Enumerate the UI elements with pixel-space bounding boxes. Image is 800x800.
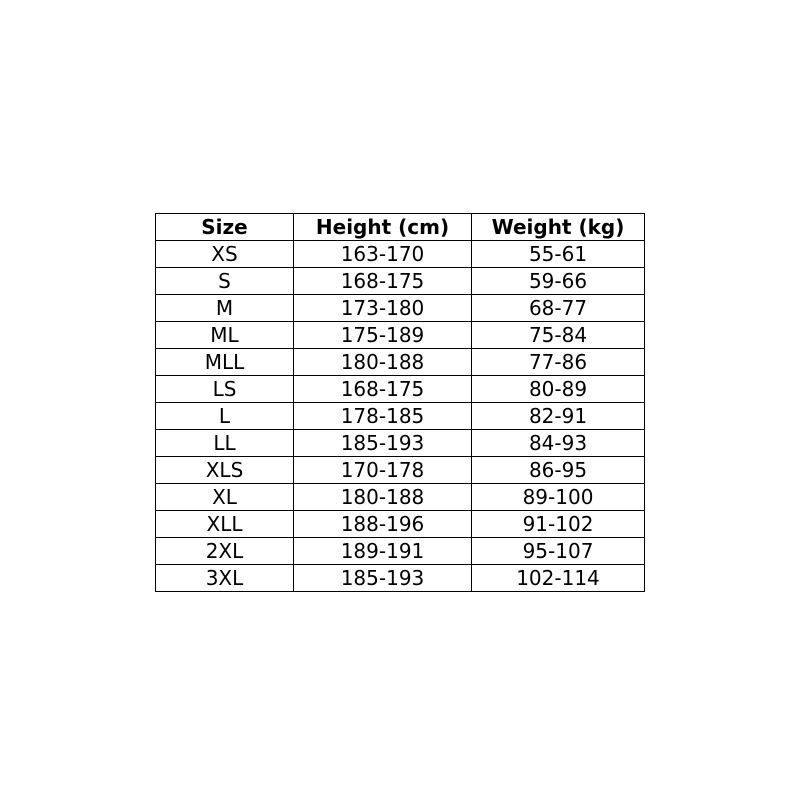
table-row <box>156 457 645 484</box>
cell-height: 185-193 <box>294 430 472 457</box>
cell-size: MLL <box>156 349 294 376</box>
cell-weight: 55-61 <box>472 241 645 268</box>
cell-height: 178-185 <box>294 403 472 430</box>
cell-size: XS <box>156 241 294 268</box>
cell-weight: 59-66 <box>472 268 645 295</box>
table-row <box>156 430 645 457</box>
table-row <box>156 268 645 295</box>
cell-size: XLL <box>156 511 294 538</box>
size-chart-table <box>155 213 645 592</box>
table-row <box>156 565 645 592</box>
column-header-size: Size <box>156 214 294 241</box>
cell-size: LL <box>156 430 294 457</box>
cell-height: 173-180 <box>294 295 472 322</box>
cell-size: LS <box>156 376 294 403</box>
header-row <box>156 214 645 241</box>
table-row <box>156 241 645 268</box>
cell-weight: 95-107 <box>472 538 645 565</box>
table-row <box>156 538 645 565</box>
column-header-height: Height (cm) <box>294 214 472 241</box>
cell-weight: 86-95 <box>472 457 645 484</box>
cell-weight: 84-93 <box>472 430 645 457</box>
cell-size: 2XL <box>156 538 294 565</box>
cell-height: 180-188 <box>294 349 472 376</box>
cell-size: L <box>156 403 294 430</box>
table-row <box>156 376 645 403</box>
cell-weight: 75-84 <box>472 322 645 349</box>
cell-height: 189-191 <box>294 538 472 565</box>
cell-size: ML <box>156 322 294 349</box>
cell-height: 180-188 <box>294 484 472 511</box>
cell-weight: 91-102 <box>472 511 645 538</box>
cell-size: XL <box>156 484 294 511</box>
table-row <box>156 349 645 376</box>
cell-height: 170-178 <box>294 457 472 484</box>
table-row <box>156 484 645 511</box>
column-header-weight: Weight (kg) <box>472 214 645 241</box>
table-row <box>156 322 645 349</box>
table-row <box>156 295 645 322</box>
cell-weight: 89-100 <box>472 484 645 511</box>
cell-height: 168-175 <box>294 376 472 403</box>
cell-height: 185-193 <box>294 565 472 592</box>
cell-weight: 77-86 <box>472 349 645 376</box>
cell-size: M <box>156 295 294 322</box>
cell-weight: 102-114 <box>472 565 645 592</box>
table-row <box>156 511 645 538</box>
cell-weight: 82-91 <box>472 403 645 430</box>
cell-height: 163-170 <box>294 241 472 268</box>
cell-height: 168-175 <box>294 268 472 295</box>
table-row <box>156 403 645 430</box>
cell-size: S <box>156 268 294 295</box>
cell-weight: 68-77 <box>472 295 645 322</box>
cell-height: 188-196 <box>294 511 472 538</box>
cell-height: 175-189 <box>294 322 472 349</box>
cell-size: 3XL <box>156 565 294 592</box>
cell-weight: 80-89 <box>472 376 645 403</box>
cell-size: XLS <box>156 457 294 484</box>
